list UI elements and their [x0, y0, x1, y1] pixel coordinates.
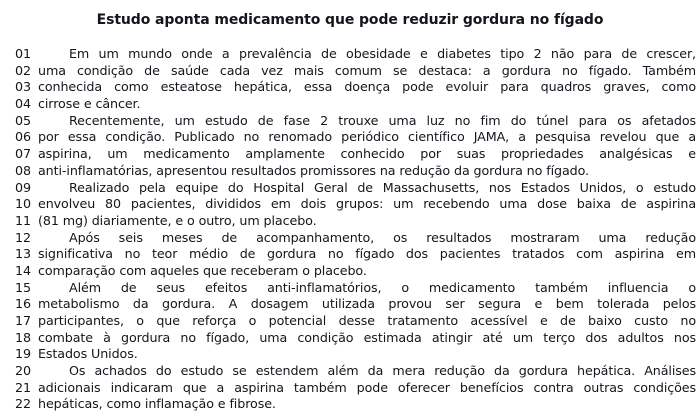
line-number: 04 [15, 96, 31, 112]
text-line-05 [15, 113, 696, 130]
line-number: 10 [15, 196, 31, 212]
line-number: 17 [15, 313, 31, 328]
text-line-08 [15, 163, 696, 180]
line-text: anti-inflamatórias, apresentou resultados promissores na redução da gordura no fígado. [38, 162, 589, 178]
text-line-01 [15, 46, 696, 63]
line-number: 13 [15, 246, 31, 262]
line-number: 15 [15, 279, 31, 295]
line-text: Realizado pela equipe do Hospital Geral de Massachusetts, nos Estados Unidos, o estudo [69, 179, 696, 195]
text-line-07 [15, 146, 696, 163]
line-text: conhecida como esteatose hepática, essa doença pode evoluir para quadros graves, como [38, 79, 696, 95]
line-number: 21 [15, 379, 31, 395]
line-text: Além de seus efeitos anti-inflamatórios, o medicamento também influencia o [69, 279, 696, 295]
text-line-17 [15, 313, 696, 330]
text-line-13 [15, 246, 696, 263]
line-text: envolveu 80 pacientes, divididos em dois grupos: um recebendo uma dose baixa de aspirina [38, 196, 696, 212]
line-number: 12 [15, 229, 31, 245]
line-text: por essa condição. Publicado no renomado periódico científico JAMA, a pesquisa revelou que a [38, 129, 696, 145]
line-number: 03 [15, 79, 31, 95]
text-line-06 [15, 129, 696, 146]
line-number: 09 [15, 179, 31, 195]
line-text: adicionais indicaram que a aspirina também pode oferecer benefícios contra outras condições [38, 379, 696, 395]
line-text: (81 mg) diariamente, e o outro, um placebo. [38, 212, 317, 228]
line-text: Após seis meses de acompanhamento, os resultados mostraram uma redução [69, 229, 696, 245]
line-number: 08 [15, 162, 31, 178]
text-line-09 [15, 180, 696, 197]
text-line-10 [15, 196, 696, 213]
line-number: 07 [15, 146, 31, 162]
text-line-02 [15, 63, 696, 80]
line-number: 16 [15, 296, 31, 312]
line-text: comparação com aqueles que receberam o placebo. [38, 262, 367, 278]
line-text: participantes, o que reforça o potencial desse tratamento acessível e de baixo custo no [38, 313, 696, 328]
document-body [0, 46, 700, 413]
line-text: Os achados do estudo se estendem além da mera redução da gordura hepática. Análises [69, 363, 696, 379]
text-line-03 [15, 79, 696, 96]
line-number: 11 [15, 212, 31, 228]
line-text: combate à gordura no fígado, uma condição estimada atingir até um terço dos adultos nos [38, 329, 696, 345]
line-number: 14 [15, 262, 31, 278]
text-line-04 [15, 96, 696, 113]
line-text: Estados Unidos. [38, 346, 138, 362]
line-text: significativa no teor médio de gordura no fígado dos pacientes tratados com aspirina em [38, 246, 696, 262]
text-line-12 [15, 230, 696, 247]
text-line-18 [15, 330, 696, 347]
document-title: Estudo aponta medicamento que pode reduzir gordura no fígado [96, 12, 604, 28]
text-line-14 [15, 263, 696, 280]
text-line-16 [15, 296, 696, 313]
text-line-20 [15, 363, 696, 380]
line-number: 06 [15, 129, 31, 145]
text-line-19 [15, 346, 696, 363]
line-text: Recentemente, um estudo de fase 2 trouxe uma luz no fim do túnel para os afetados [69, 112, 696, 128]
text-line-21 [15, 380, 696, 397]
line-text: metabolismo da gordura. A dosagem utilizada provou ser segura e bem tolerada pelos [38, 296, 696, 312]
line-text: uma condição de saúde cada vez mais comum se destaca: a gordura no fígado. Também [38, 62, 696, 78]
line-number: 18 [15, 329, 31, 345]
line-text: cirrose e câncer. [38, 96, 141, 112]
text-line-22 [15, 396, 696, 413]
line-number: 22 [15, 396, 31, 412]
text-line-15 [15, 280, 696, 297]
line-text: Em um mundo onde a prevalência de obesidade e diabetes tipo 2 não para de crescer, [69, 46, 696, 61]
line-number: 05 [15, 112, 31, 128]
line-number: 01 [15, 46, 31, 61]
line-number: 20 [15, 363, 31, 379]
line-text: hepáticas, como inflamação e fibrose. [38, 396, 276, 412]
line-number: 19 [15, 346, 31, 362]
line-text: aspirina, um medicamento amplamente conhecido por suas propriedades analgésicas e [38, 146, 696, 162]
text-line-11 [15, 213, 696, 230]
line-number: 02 [15, 62, 31, 78]
